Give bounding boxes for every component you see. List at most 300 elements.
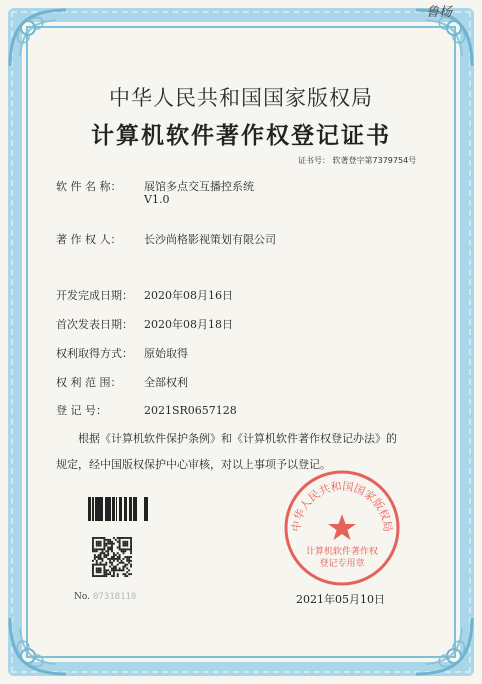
qr-module: [126, 537, 128, 539]
barcode-bar: [131, 497, 132, 521]
qr-module: [122, 541, 124, 543]
barcode-bar: [120, 497, 122, 521]
qr-module: [126, 571, 128, 573]
qr-module: [103, 569, 105, 571]
certificate-number: 证书号： 软著登字第7379754号: [298, 156, 417, 165]
qr-module: [100, 575, 102, 577]
qr-module: [111, 558, 113, 560]
qr-module: [103, 573, 105, 575]
qr-module: [96, 543, 98, 545]
qr-module: [122, 550, 124, 552]
barcode-bar: [106, 497, 108, 521]
qr-module: [117, 556, 119, 558]
qr-module: [128, 562, 130, 564]
barcode-bar: [119, 497, 120, 521]
qr-module: [98, 564, 100, 566]
qr-module: [130, 573, 132, 575]
qr-module: [130, 545, 132, 547]
qr-module: [113, 537, 115, 539]
qr-module: [98, 569, 100, 571]
qr-module: [105, 545, 107, 547]
qr-module: [111, 545, 113, 547]
qr-module: [92, 573, 94, 575]
field-label: 登 记 号：: [56, 404, 107, 417]
qr-module: [109, 566, 111, 568]
qr-module: [130, 556, 132, 558]
qr-module: [130, 541, 132, 543]
barcode-bar: [147, 497, 148, 521]
qr-module: [109, 571, 111, 573]
qr-module: [103, 556, 105, 558]
qr-module: [105, 573, 107, 575]
issuing-authority-title: 中华人民共和国国家版权局: [109, 86, 373, 110]
field-row-software-name: [56, 178, 254, 194]
qr-module: [124, 556, 126, 558]
qr-module: [92, 548, 94, 550]
qr-module: [117, 547, 119, 549]
qr-module: [130, 537, 132, 539]
qr-module: [124, 566, 126, 568]
qr-module: [96, 541, 98, 543]
qr-module: [98, 556, 100, 558]
qr-module: [102, 560, 104, 562]
field-row-publication-date: [56, 316, 233, 332]
qr-module: [109, 573, 111, 575]
qr-module: [128, 556, 130, 558]
qr-module: [126, 548, 128, 550]
qr-module: [117, 552, 119, 554]
qr-module: [111, 567, 113, 569]
barcode-bar: [88, 497, 89, 521]
qr-module: [103, 537, 105, 539]
qr-module: [126, 575, 128, 577]
qr-module: [107, 573, 109, 575]
qr-module: [100, 552, 102, 554]
qr-module: [100, 562, 102, 564]
barcode-bar: [133, 497, 134, 521]
qr-module: [100, 564, 102, 566]
qr-module: [111, 543, 113, 545]
qr-module: [113, 575, 115, 577]
qr-module: [105, 539, 107, 541]
qr-module: [107, 552, 109, 554]
qr-module: [96, 562, 98, 564]
qr-code-icon: [92, 537, 132, 577]
qr-module: [107, 558, 109, 560]
field-label: 首次发表日期：: [56, 318, 133, 331]
barcode-bar: [124, 497, 125, 521]
qr-module: [124, 545, 126, 547]
field-value: 全部权利: [144, 376, 188, 389]
qr-module: [109, 539, 111, 541]
qr-module: [92, 571, 94, 573]
qr-module: [126, 560, 128, 562]
qr-module: [109, 558, 111, 560]
qr-module: [102, 537, 104, 539]
qr-module: [119, 556, 121, 558]
qr-module: [102, 564, 104, 566]
qr-module: [98, 537, 100, 539]
qr-module: [124, 573, 126, 575]
barcode-bar: [126, 497, 127, 521]
field-value: 原始取得: [144, 347, 188, 360]
legal-statement-line: 规定，经中国版权保护中心审核，对以上事项予以登记。: [56, 458, 331, 471]
seal-arc-text: 中华人民共和国国家版权局: [289, 479, 395, 533]
qr-module: [130, 552, 132, 554]
barcode-bar: [102, 497, 103, 521]
qr-module: [100, 545, 102, 547]
field-value: V1.0: [144, 193, 170, 206]
qr-module: [96, 548, 98, 550]
qr-module: [109, 548, 111, 550]
qr-module: [128, 558, 130, 560]
qr-module: [92, 567, 94, 569]
barcode-bar: [129, 497, 131, 521]
qr-module: [115, 558, 117, 560]
qr-module: [100, 556, 102, 558]
certificate-title: 计算机软件著作权登记证书: [91, 122, 391, 149]
barcode-icon: [88, 497, 148, 521]
qr-module: [117, 564, 119, 566]
qr-module: [115, 539, 117, 541]
qr-module: [92, 545, 94, 547]
qr-module: [124, 548, 126, 550]
barcode-bar: [100, 497, 102, 521]
qr-module: [98, 575, 100, 577]
qr-module: [102, 550, 104, 552]
barcode-bar: [109, 497, 111, 521]
barcode-bar: [113, 497, 115, 521]
qr-module: [94, 537, 96, 539]
barcode-bar: [135, 497, 137, 521]
qr-module: [107, 548, 109, 550]
qr-module: [103, 554, 105, 556]
barcode-bar: [134, 497, 135, 521]
field-label: 开发完成日期：: [56, 289, 133, 302]
field-row-rights-scope: [56, 374, 188, 390]
qr-module: [119, 539, 121, 541]
qr-module: [111, 569, 113, 571]
qr-module: [92, 564, 94, 566]
qr-module: [119, 558, 121, 560]
qr-module: [130, 539, 132, 541]
qr-module: [126, 541, 128, 543]
qr-module: [126, 543, 128, 545]
qr-module: [107, 550, 109, 552]
qr-module: [105, 575, 107, 577]
qr-module: [103, 539, 105, 541]
field-label: 著 作 权 人：: [56, 233, 122, 246]
qr-module: [103, 543, 105, 545]
qr-module: [92, 575, 94, 577]
qr-module: [113, 566, 115, 568]
qr-module: [98, 554, 100, 556]
qr-module: [130, 543, 132, 545]
qr-module: [105, 571, 107, 573]
qr-module: [115, 569, 117, 571]
barcode-bar: [89, 497, 90, 521]
qr-module: [94, 564, 96, 566]
qr-module: [119, 562, 121, 564]
qr-module: [119, 537, 121, 539]
serial-label: No.: [74, 592, 90, 602]
qr-module: [113, 558, 115, 560]
qr-module: [124, 550, 126, 552]
seal-text-line1: 计算机软件著作权: [305, 547, 379, 557]
qr-module: [124, 543, 126, 545]
barcode-bar: [92, 497, 94, 521]
qr-module: [115, 566, 117, 568]
qr-module: [130, 566, 132, 568]
qr-module: [122, 569, 124, 571]
qr-module: [105, 564, 107, 566]
qr-module: [103, 545, 105, 547]
qr-module: [117, 560, 119, 562]
seal-text-line2: 登记专用章: [319, 559, 365, 569]
qr-module: [122, 573, 124, 575]
field-value: 2020年08月18日: [144, 318, 233, 331]
barcode-bar: [105, 497, 106, 521]
qr-module: [96, 569, 98, 571]
qr-module: [122, 548, 124, 550]
barcode-bar: [90, 497, 91, 521]
qr-module: [100, 543, 102, 545]
qr-module: [92, 537, 94, 539]
barcode-bar: [146, 497, 147, 521]
qr-module: [105, 543, 107, 545]
serial-number: [74, 592, 136, 602]
qr-module: [119, 543, 121, 545]
qr-module: [111, 548, 113, 550]
qr-module: [102, 552, 104, 554]
qr-module: [130, 564, 132, 566]
qr-module: [96, 550, 98, 552]
field-value: 长沙尚格影视策划有限公司: [144, 233, 276, 246]
qr-module: [119, 548, 121, 550]
qr-module: [121, 548, 123, 550]
field-label: 权利取得方式：: [56, 347, 133, 360]
qr-module: [122, 558, 124, 560]
qr-module: [100, 567, 102, 569]
qr-module: [126, 567, 128, 569]
qr-module: [130, 548, 132, 550]
corner-ornament-icon: [6, 614, 70, 678]
qr-module: [109, 560, 111, 562]
qr-module: [117, 573, 119, 575]
qr-module: [113, 554, 115, 556]
qr-module: [111, 562, 113, 564]
qr-module: [111, 564, 113, 566]
qr-module: [92, 547, 94, 549]
qr-module: [105, 554, 107, 556]
qr-module: [96, 571, 98, 573]
qr-module: [100, 548, 102, 550]
qr-module: [122, 567, 124, 569]
qr-module: [117, 537, 119, 539]
qr-module: [107, 554, 109, 556]
qr-module: [103, 571, 105, 573]
qr-module: [100, 554, 102, 556]
qr-module: [105, 550, 107, 552]
official-seal-icon: [282, 468, 402, 588]
qr-module: [121, 537, 123, 539]
qr-module: [103, 552, 105, 554]
corner-ornament-icon: [6, 6, 70, 70]
qr-module: [128, 537, 130, 539]
qr-module: [94, 550, 96, 552]
qr-module: [126, 564, 128, 566]
qr-module: [113, 556, 115, 558]
qr-module: [96, 575, 98, 577]
qr-module: [105, 562, 107, 564]
qr-module: [103, 567, 105, 569]
qr-module: [100, 558, 102, 560]
qr-module: [119, 547, 121, 549]
qr-module: [113, 567, 115, 569]
qr-module: [98, 545, 100, 547]
qr-module: [92, 569, 94, 571]
qr-module: [122, 562, 124, 564]
qr-module: [113, 571, 115, 573]
field-label: 软 件 名 称：: [56, 180, 122, 193]
qr-module: [121, 560, 123, 562]
qr-module: [111, 547, 113, 549]
qr-module: [102, 548, 104, 550]
qr-module: [105, 556, 107, 558]
qr-module: [94, 556, 96, 558]
qr-module: [117, 569, 119, 571]
qr-module: [98, 548, 100, 550]
qr-module: [109, 547, 111, 549]
field-row-copyright-owner: [56, 231, 276, 247]
qr-module: [122, 552, 124, 554]
qr-module: [96, 545, 98, 547]
qr-module: [111, 550, 113, 552]
field-row-completion-date: [56, 287, 233, 303]
qr-module: [124, 541, 126, 543]
qr-module: [98, 558, 100, 560]
qr-module: [98, 541, 100, 543]
qr-module: [119, 569, 121, 571]
qr-module: [103, 575, 105, 577]
qr-module: [117, 575, 119, 577]
qr-module: [113, 569, 115, 571]
qr-module: [92, 550, 94, 552]
qr-module: [121, 550, 123, 552]
qr-module: [113, 573, 115, 575]
barcode-bar: [112, 497, 113, 521]
qr-module: [111, 541, 113, 543]
qr-module: [94, 548, 96, 550]
qr-module: [113, 560, 115, 562]
qr-module: [121, 562, 123, 564]
qr-module: [100, 569, 102, 571]
qr-module: [109, 543, 111, 545]
qr-module: [100, 571, 102, 573]
qr-module: [111, 556, 113, 558]
qr-module: [94, 554, 96, 556]
barcode-bar: [144, 497, 146, 521]
qr-module: [92, 566, 94, 568]
qr-module: [113, 543, 115, 545]
field-row-version: [56, 193, 169, 206]
qr-module: [128, 548, 130, 550]
qr-module: [111, 575, 113, 577]
qr-module: [119, 541, 121, 543]
qr-module: [128, 569, 130, 571]
handwritten-signature: 鲁杨: [425, 5, 452, 20]
qr-module: [122, 566, 124, 568]
qr-module: [109, 562, 111, 564]
barcode-bar: [125, 497, 126, 521]
qr-module: [102, 575, 104, 577]
barcode-bar: [108, 497, 109, 521]
qr-module: [94, 558, 96, 560]
qr-module: [124, 575, 126, 577]
qr-module: [92, 543, 94, 545]
qr-module: [113, 552, 115, 554]
qr-module: [126, 558, 128, 560]
qr-module: [107, 547, 109, 549]
qr-module: [130, 560, 132, 562]
qr-module: [92, 560, 94, 562]
legal-statement-line: 根据《计算机软件保护条例》和《计算机软件著作权登记办法》的: [78, 432, 397, 445]
qr-module: [115, 567, 117, 569]
field-row-registration-number: [56, 402, 237, 418]
barcode-bar: [116, 497, 117, 521]
qr-module: [128, 560, 130, 562]
qr-module: [107, 541, 109, 543]
qr-module: [128, 573, 130, 575]
barcode-bar: [97, 497, 98, 521]
field-value: 展馆多点交互播控系统: [144, 180, 254, 193]
barcode-bar: [95, 497, 97, 521]
qr-module: [121, 569, 123, 571]
barcode-bar: [98, 497, 100, 521]
corner-ornament-icon: [412, 614, 476, 678]
qr-module: [130, 547, 132, 549]
qr-module: [126, 545, 128, 547]
qr-module: [105, 569, 107, 571]
qr-module: [103, 547, 105, 549]
qr-module: [103, 566, 105, 568]
serial-value: 07318110: [93, 592, 137, 602]
qr-module: [124, 564, 126, 566]
qr-module: [107, 543, 109, 545]
field-value: 2021SR0657128: [144, 404, 237, 417]
qr-module: [100, 537, 102, 539]
qr-module: [103, 548, 105, 550]
qr-module: [130, 550, 132, 552]
qr-module: [124, 537, 126, 539]
qr-module: [96, 560, 98, 562]
qr-module: [98, 543, 100, 545]
qr-module: [96, 564, 98, 566]
qr-module: [92, 539, 94, 541]
qr-module: [107, 539, 109, 541]
field-label: 权 利 范 围：: [56, 376, 122, 389]
qr-module: [102, 558, 104, 560]
field-row-acquisition-method: [56, 345, 188, 361]
qr-module: [126, 556, 128, 558]
qr-module: [109, 541, 111, 543]
field-value: 2020年08月16日: [144, 289, 233, 302]
issue-date: 2021年05月10日: [296, 593, 385, 606]
qr-module: [92, 541, 94, 543]
qr-module: [119, 545, 121, 547]
qr-module: [96, 537, 98, 539]
qr-module: [122, 537, 124, 539]
